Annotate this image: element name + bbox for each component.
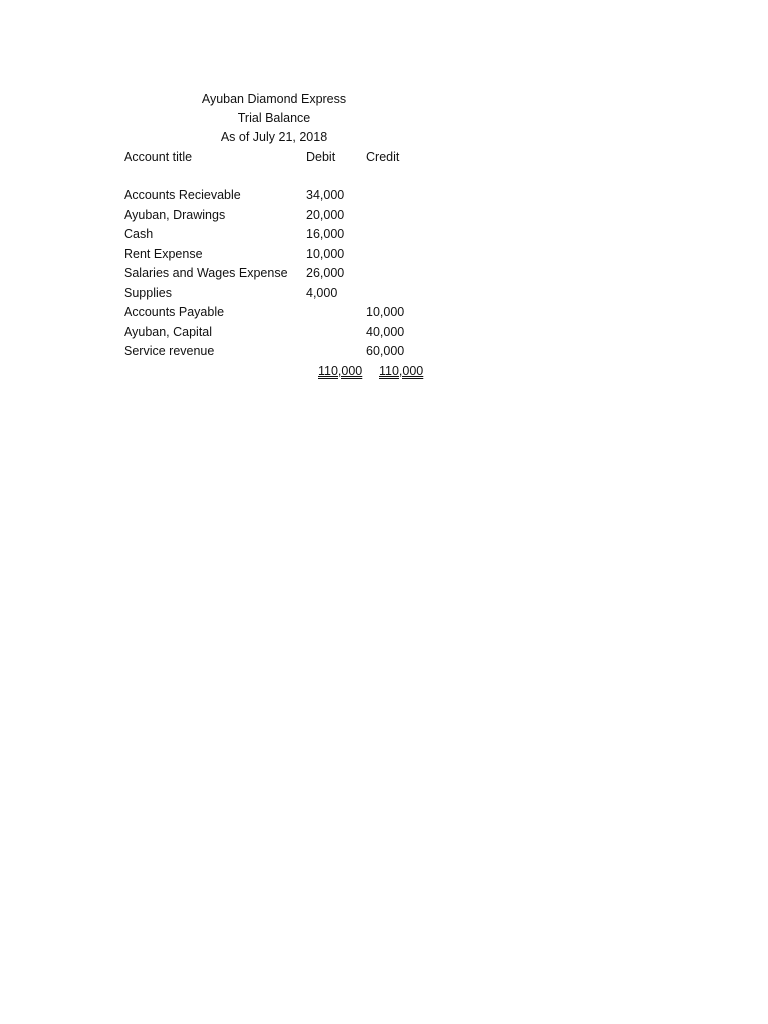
account-cell: Salaries and Wages Expense [124, 266, 288, 280]
debit-cell: 16,000 [306, 227, 345, 241]
table-row [124, 265, 444, 285]
account-cell: Accounts Recievable [124, 188, 241, 202]
account-cell: Service revenue [124, 344, 215, 358]
credit-cell: 10,000 [366, 305, 405, 319]
debit-cell: 10,000 [306, 246, 345, 261]
table-row [124, 246, 444, 266]
table-row [124, 226, 444, 246]
table-row [124, 343, 444, 363]
column-header-account: Account title [124, 150, 193, 164]
credit-cell: 60,000 [366, 344, 405, 358]
debit-cell: 20,000 [306, 207, 345, 222]
credit-cell: 40,000 [366, 324, 405, 339]
report-date: As of July 21, 2018 [220, 130, 328, 144]
debit-cell: 34,000 [306, 188, 345, 202]
table-row [124, 187, 444, 207]
company-name: Ayuban Diamond Express [201, 92, 347, 106]
column-header-credit: Credit [366, 150, 400, 164]
total-debit: 110,000 [318, 364, 363, 378]
column-header-debit: Debit [306, 150, 336, 164]
debit-cell: 4,000 [306, 285, 338, 300]
account-cell: Cash [124, 227, 154, 241]
table-row [124, 207, 444, 227]
trial-balance-rows [124, 187, 444, 363]
table-row [124, 324, 444, 344]
total-credit: 110,000 [379, 364, 424, 378]
account-cell: Ayuban, Capital [124, 324, 213, 339]
report-title: Trial Balance [237, 111, 311, 125]
account-cell: Ayuban, Drawings [124, 207, 226, 222]
account-cell: Supplies [124, 285, 172, 300]
account-cell: Rent Expense [124, 246, 203, 261]
debit-cell: 26,000 [306, 266, 345, 280]
table-row [124, 285, 444, 305]
account-cell: Accounts Payable [124, 305, 225, 319]
table-row [124, 304, 444, 324]
